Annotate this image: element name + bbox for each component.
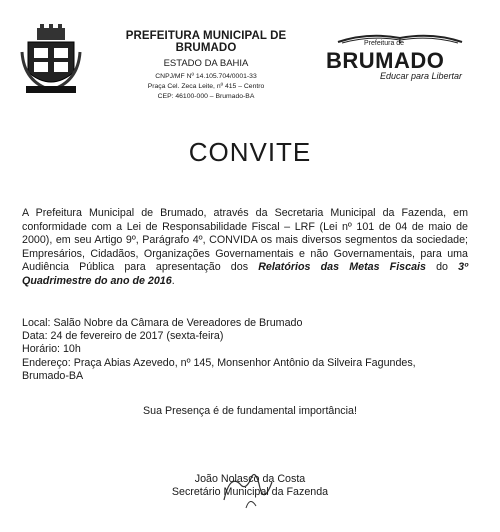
invitation-paragraph — [22, 207, 468, 289]
report-title: Relatórios das Metas Fiscais — [258, 261, 426, 274]
brumado-logo — [318, 30, 483, 80]
signature-block — [0, 473, 500, 499]
cnpj-line: CNPJ/MF Nº 14.105.704/0001-33 — [155, 73, 257, 80]
state-name: ESTADO DA BAHIA — [163, 58, 249, 69]
signatory-role: Secretário Municipal da Fazenda — [171, 486, 329, 498]
event-details — [22, 317, 472, 383]
document-title: CONVITE — [188, 137, 312, 167]
event-time: Horário: 10h — [22, 343, 81, 356]
address-line: Praça Cel. Zeca Leite, nº 415 – Centro — [147, 83, 265, 90]
closing-line: Sua Presença é de fundamental importância! — [143, 405, 357, 417]
logo-tagline: Educar para Libertar — [380, 71, 463, 81]
event-city: Brumado-BA — [22, 369, 84, 382]
event-date: Data: 24 de fevereiro de 2017 (sexta-feira) — [22, 330, 224, 343]
municipality-name: PREFEITURA MUNICIPAL DE BRUMADO — [125, 30, 287, 54]
event-address: Endereço: Praça Abias Azevedo, nº 145, Monsenhor Antônio da Silveira Fagundes, — [22, 356, 416, 369]
event-location: Local: Salão Nobre da Câmara de Vereadores de Brumado — [22, 317, 303, 329]
paragraph-connector: do — [425, 261, 459, 274]
period-label: 3º Quadrimestre do ano de 2016 — [22, 261, 469, 287]
paragraph-end: . — [171, 274, 175, 287]
coat-of-arms-icon — [20, 22, 82, 96]
paragraph-text: A Prefeitura Municipal de Brumado, através da Secretaria Municipal da Fazenda, em conformidade com a Lei de Responsabilidade Fiscal – LRF (Lei nº 101 de 04 de maio de 2000), em seu Artigo 9º, Parágrafo 4º, CONVIDA os mais diversos segmentos da sociedade; Empresários, Cidadãos, Organizações Governamentais e não Governamentais, para uma Audiência Pública para apresentação dos — [22, 207, 468, 274]
cep-line: CEP: 46100-000 – Brumado-BA — [157, 93, 255, 100]
logo-wordmark: BRUMADO — [326, 48, 445, 73]
signatory-name: João Nolasco da Costa — [194, 473, 306, 485]
header-block — [96, 30, 316, 101]
logo-prefix: Prefeitura de — [364, 40, 405, 47]
